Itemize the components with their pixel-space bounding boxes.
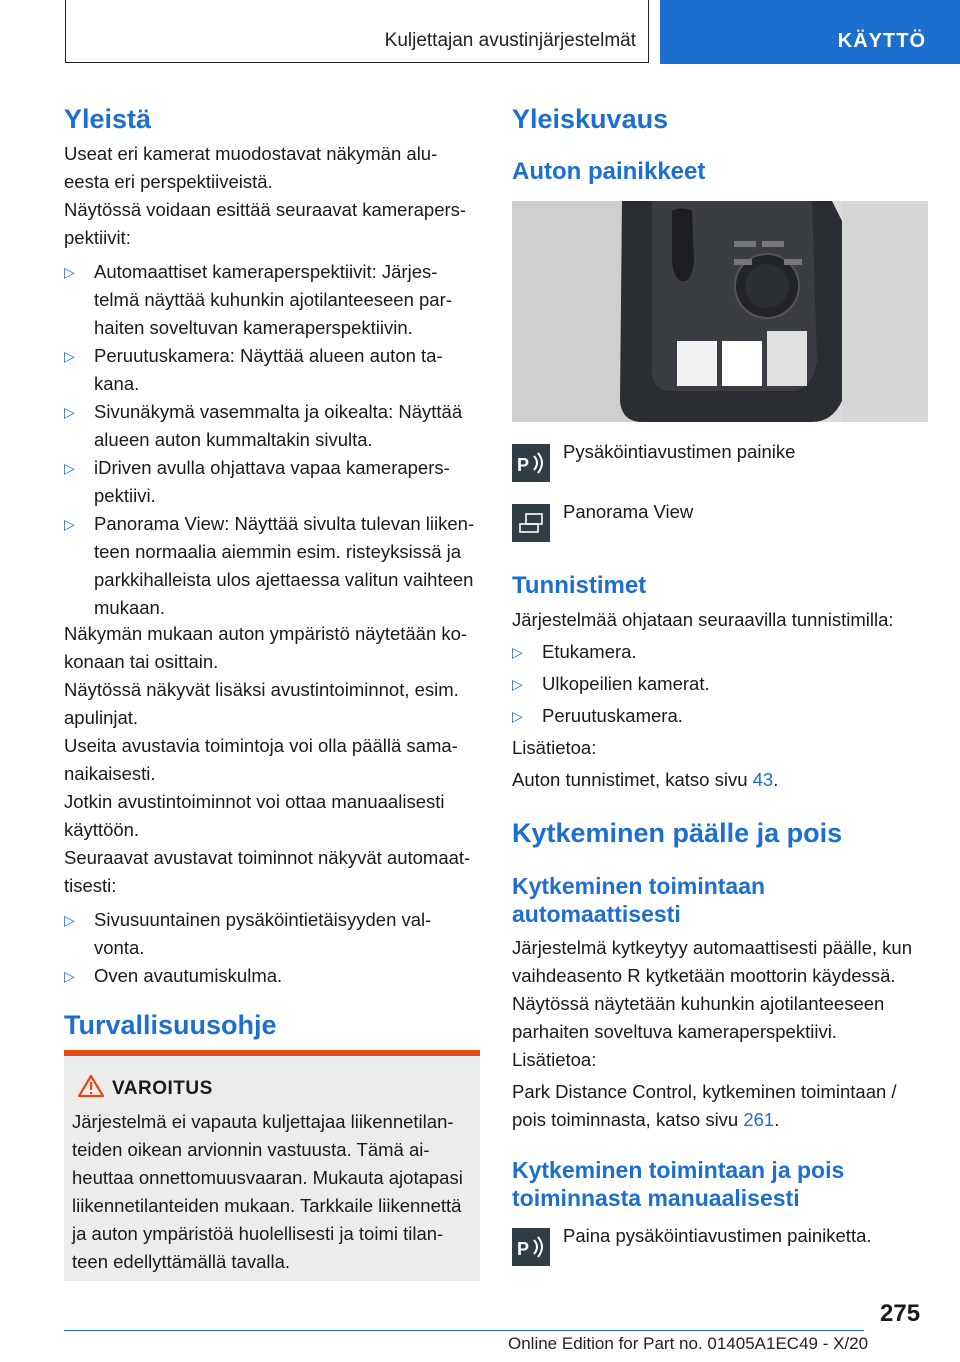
heading-auto: Kytkeminen toimintaan automaattisesti <box>512 873 766 927</box>
triangle-bullet-icon: ▷ <box>64 516 75 532</box>
paragraph: Lisätietoa: <box>512 737 597 758</box>
warning-triangle-icon <box>78 1074 104 1098</box>
page-link[interactable]: 261 <box>743 1109 775 1130</box>
footer-divider <box>64 1330 864 1331</box>
heading-manual: Kytkeminen toimintaan ja pois toiminnasta manuaalisesti <box>512 1157 845 1211</box>
park-assist-button-icon <box>512 1228 550 1266</box>
panorama-view-button-icon <box>512 504 550 542</box>
park-assist-button-icon <box>512 444 550 482</box>
header-section-box <box>65 0 649 63</box>
center-console-photo <box>512 201 928 422</box>
heading-on-off: Kytkeminen päälle ja pois <box>512 818 843 848</box>
triangle-bullet-icon: ▷ <box>64 460 75 476</box>
heading-buttons: Auton painikkeet <box>512 158 706 185</box>
chapter-tab[interactable] <box>660 0 960 64</box>
svg-text:P: P <box>517 455 530 475</box>
list-item: ▷ Panorama View: Näyttää sivulta tulevan liiken- teen normaalia aiemmin esim. risteyksissä ja parkkihalleista ulos ajettaessa valitun vaihteen mukaan. <box>64 510 480 622</box>
list-item: ▷ Automaattiset kameraperspektiivit: Järjes- telmä näyttää kuhunkin ajotilanteeseen par- haiten soveltuvan kameraperspektiivin. <box>64 258 480 342</box>
list-item: ▷ iDriven avulla ohjattava vapaa kamerapers- pektiivi. <box>64 454 480 510</box>
list-item: ▷ Sivunäkymä vasemmalta ja oikealta: Näyttää alueen auton kummaltakin sivulta. <box>64 398 480 454</box>
triangle-bullet-icon: ▷ <box>64 264 75 280</box>
button-label: Panorama View <box>563 501 694 522</box>
paragraph: Järjestelmää ohjataan seuraavilla tunnistimilla: <box>512 609 894 630</box>
triangle-bullet-icon: ▷ <box>512 644 523 660</box>
triangle-bullet-icon: ▷ <box>64 348 75 364</box>
footer-edition: Online Edition for Part no. 01405A1EC49 - X/20 <box>508 1334 869 1353</box>
warning-bar <box>64 1050 480 1056</box>
cross-reference: Park Distance Control, kytkeminen toimintaan / pois toiminnasta, katso sivu 261. <box>512 1081 897 1130</box>
paragraph: Seuraavat avustavat toiminnot näkyvät automaat- tisesti: <box>64 847 471 896</box>
heading-sensors: Tunnistimet <box>512 572 647 599</box>
chapter-tab-label: KÄYTTÖ <box>837 30 926 52</box>
list-item: ▷ Sivusuuntainen pysäköintietäisyyden val- vonta. <box>64 906 480 962</box>
warning-text: Järjestelmä ei vapauta kuljettajaa liikennetilan- teiden oikean arvionnin vastuusta. Tämä ai- heuttaa onnettomuusvaaran. Mukauta ajotapasi liikennetilanteiden mukaan. Tarkkaile liikennettä ja auton ympäristöä huolellisesti ja toimi tilan- teen edellyttämällä tavalla. <box>72 1111 463 1272</box>
triangle-bullet-icon: ▷ <box>64 968 75 984</box>
triangle-bullet-icon: ▷ <box>64 912 75 928</box>
page-link[interactable]: 43 <box>752 769 774 790</box>
paragraph: Jotkin avustintoiminnot voi ottaa manuaalisesti käyttöön. <box>64 791 445 840</box>
triangle-bullet-icon: ▷ <box>512 676 523 692</box>
heading-safety: Turvallisuusohje <box>64 1010 277 1040</box>
paragraph: Lisätietoa: <box>512 1049 597 1070</box>
list-item: ▷ Ulkopeilien kamerat. <box>512 670 932 698</box>
button-label: Pysäköintiavustimen painike <box>563 441 796 462</box>
paragraph: Näytössä näkyvät lisäksi avustintoiminnot, esim. apulinjat. <box>64 679 459 728</box>
list-item: ▷ Peruutuskamera: Näyttää alueen auton ta- kana. <box>64 342 480 398</box>
heading-general: Yleistä <box>64 104 152 134</box>
section-title: Kuljettajan avustinjärjestelmät <box>384 30 636 51</box>
cross-reference: Auton tunnistimet, katso sivu 43. <box>512 769 779 790</box>
paragraph: Näkymän mukaan auton ympäristö näytetään ko- konaan tai osittain. <box>64 623 468 672</box>
warning-box <box>64 1050 480 1281</box>
svg-text:P: P <box>517 1239 530 1259</box>
triangle-bullet-icon: ▷ <box>64 404 75 420</box>
warning-title: VAROITUS <box>112 1078 213 1099</box>
instruction-step: Paina pysäköintiavustimen painiketta. <box>563 1225 872 1246</box>
paragraph: Näytössä näytetään kuhunkin ajotilanteeseen parhaiten soveltuva kameraperspektiivi. <box>512 993 885 1042</box>
list-item: ▷ Etukamera. <box>512 638 932 666</box>
list-item: ▷ Oven avautumiskulma. <box>64 962 480 990</box>
list-item: ▷ Peruutuskamera. <box>512 702 932 730</box>
paragraph: Useita avustavia toimintoja voi olla päällä sama- naikaisesti. <box>64 735 458 784</box>
paragraph: Järjestelmä kytkeytyy automaattisesti päälle, kun vaihdeasento R kytketään moottorin käydessä. <box>512 937 912 986</box>
heading-overview: Yleiskuvaus <box>512 104 669 134</box>
triangle-bullet-icon: ▷ <box>512 708 523 724</box>
paragraph: Useat eri kamerat muodostavat näkymän alu- eesta eri perspektiiveistä. <box>64 143 438 192</box>
page-number: 275 <box>880 1300 921 1327</box>
paragraph: Näytössä voidaan esittää seuraavat kamerapers- pektiivit: <box>64 199 467 248</box>
